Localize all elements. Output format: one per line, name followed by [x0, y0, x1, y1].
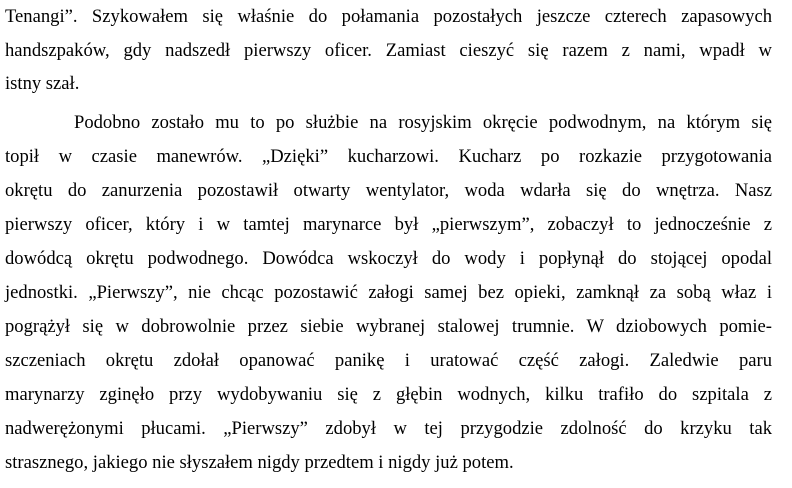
text-line-11: szczeniach okrętu zdołał opanować panikę i uratować część załogi. Zaledwie paru	[5, 350, 772, 371]
text-line-12: marynarzy zginęło przy wydobywaniu się z głębin wodnych, kilku trafiło do szpitala z	[5, 384, 772, 405]
text-line-14: strasznego, jakiego nie słyszałem nigdy przedtem i nigdy już potem.	[5, 452, 514, 473]
text-line-2: handszpaków, gdy nadszedł pierwszy oficer. Zamiast cieszyć się razem z nami, wpadł w	[5, 40, 772, 61]
text-line-7: pierwszy oficer, który i w tamtej marynarce był „pierwszym”, zobaczył to jednocześnie z	[5, 214, 772, 235]
text-line-6: okrętu do zanurzenia pozostawił otwarty wentylator, woda wdarła się do wnętrza. Nasz	[5, 180, 772, 201]
text-line-10: pogrążył się w dobrowolnie przez siebie wybranej stalowej trumnie. W dziobowych pomie-	[5, 316, 772, 337]
text-line-9: jednostki. „Pierwszy”, nie chcąc pozostawić załogi samej bez opieki, zamknął za sobą właz i	[5, 282, 772, 303]
text-line-8: dowódcą okrętu podwodnego. Dowódca wskoczył do wody i popłynął do stojącej opodal	[5, 248, 772, 269]
text-line-4: Podobno zostało mu to po służbie na rosyjskim okręcie podwodnym, na którym się	[74, 112, 772, 133]
text-line-5: topił w czasie manewrów. „Dzięki” kucharzowi. Kucharz po rozkazie przygotowania	[5, 146, 772, 167]
text-line-13: nadwerężonymi płucami. „Pierwszy” zdobył w tej przygodzie zdolność do krzyku tak	[5, 418, 772, 439]
text-line-3: istny szał.	[5, 73, 80, 94]
text-line-1: Tenangi”. Szykowałem się właśnie do połamania pozostałych jeszcze czterech zapasowych	[5, 6, 772, 27]
